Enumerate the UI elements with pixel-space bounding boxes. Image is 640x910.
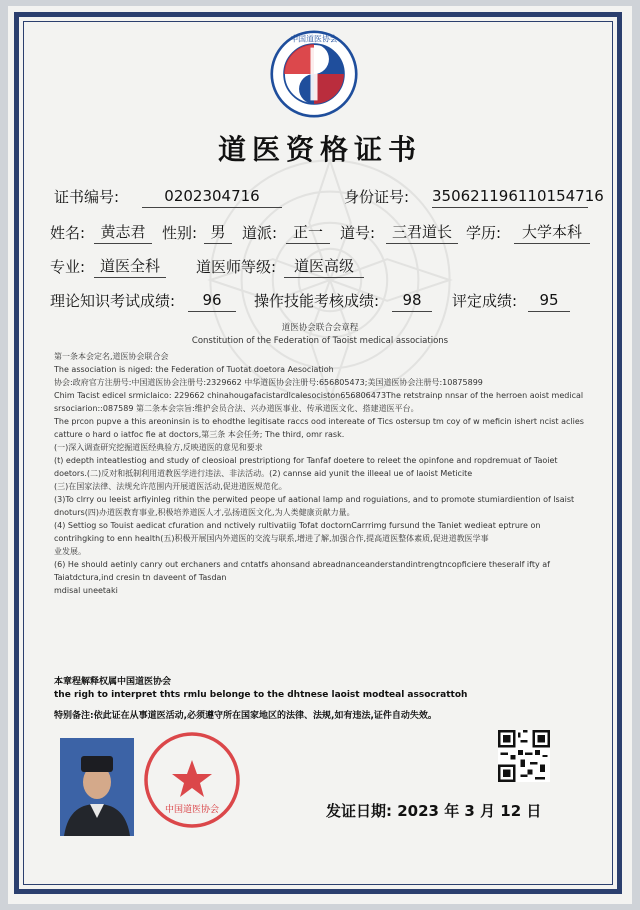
interpretation-cn: 本章程解释权属中国道医协会 xyxy=(54,677,172,687)
level-value: 道医高级 xyxy=(284,256,364,278)
gender-value: 男 xyxy=(204,222,232,244)
person-portrait-icon xyxy=(60,738,134,836)
id-value: 350621196110154716 xyxy=(432,186,588,208)
star-icon xyxy=(172,760,212,797)
name-value: 黄志君 xyxy=(94,222,152,244)
sect-value: 正一 xyxy=(286,222,330,244)
interpretation-en: the righ to interpret thts rmlu belonge to the dhtnese laoist modteal assocrattoh xyxy=(54,690,468,700)
rating-value: 95 xyxy=(528,290,570,312)
seal-text: 中国道医协会 xyxy=(164,805,220,815)
certificate-title: 道医资格证书 xyxy=(217,133,422,166)
constitution-line: srsociarion::087589 第二条本会宗旨:维护会员合法、兴办道医事业、传承道医文化、搭建道医平台。 xyxy=(54,404,419,413)
major-value: 道医全科 xyxy=(94,256,166,278)
theory-label: 理论知识考试成绩: xyxy=(50,292,176,310)
constitution-line: Taiatdctura,ind cresin tn daveent of Tasdan xyxy=(54,573,227,582)
id-label: 身份证号: xyxy=(344,188,410,206)
constitution-line: (一)深入调查研究挖掘道医经典验方,反映道医的意见和要求 xyxy=(54,443,263,452)
holder-photo xyxy=(60,738,134,836)
major-label: 专业: xyxy=(50,258,86,276)
constitution-line: (4) Settiog so Touist aedicat cfuration and nctively rultivatiig Tofat doctornCarrrimg fursund the Taniet wedieat eptrure on xyxy=(54,521,541,530)
gender-label: 性别: xyxy=(162,224,198,242)
constitution-line: dnoturs(四)办道医教育事业,积极培养道医人才,弘扬道医文化,为人类健康贡献力量。 xyxy=(54,508,355,517)
constitution-line: 协会:政府官方注册号:中国道医协会注册号:2329662 中华道医协会注册号:656805473;美国道医协会注册号:10875899 xyxy=(54,378,483,387)
constitution-line: doetors.(二)反对和抵制利用道教医学进行违法、非法活动。(2) cannse aid yunit the illeeal ue of laoist Meticite xyxy=(54,469,473,478)
theory-value: 96 xyxy=(188,290,236,312)
constitution-line: The association is niged: the Federation of Tuotat doetora Aesociatioh xyxy=(54,365,334,374)
daohao-label: 道号: xyxy=(340,224,376,242)
skill-label: 操作技能考核成绩: xyxy=(254,292,380,310)
constitution-title-cn: 道医协会联合会章程 xyxy=(281,323,359,333)
qr-code-icon[interactable] xyxy=(498,730,550,782)
edu-value: 大学本科 xyxy=(514,222,590,244)
issue-date: 发证日期: 2023 年 3 月 12 日 xyxy=(326,802,542,820)
constitution-line: 第一条本会定名,道医协会联合会 xyxy=(54,352,169,361)
edu-label: 学历: xyxy=(466,224,502,242)
constitution-line: (t) edepth inteatlestiog and study of cleosioal prestriptiong for Tanfaf doetere to releet the opinfone and ropdremuat of Taoiet xyxy=(54,456,558,465)
constitution-line: contrihgking to enn health(五)积极开展国内外道医的交流与联系,增进了解,加强合作,提高道医整体素质,促进道教医学事 xyxy=(54,534,489,543)
name-label: 姓名: xyxy=(50,224,86,242)
constitution-line: mdisal uneetaki xyxy=(54,586,118,595)
special-note: 特别备注:依此证在从事道医活动,必须遵守所在国家地区的法律、法规,如有违法,证件自动失效。 xyxy=(54,711,437,721)
sect-label: 道派: xyxy=(242,224,278,242)
cert-no-label: 证书编号: xyxy=(54,188,120,206)
constitution-line: Chim Tacist edicel srmiclaico: 229662 chinahougafacistardlcalesociston656806473The retstrainp nnsar of the herroen aoist medical xyxy=(54,391,584,400)
skill-value: 98 xyxy=(392,290,432,312)
taiji-emblem-icon xyxy=(270,30,358,118)
constitution-line: 业发展。 xyxy=(54,547,86,556)
level-label: 道医师等级: xyxy=(196,258,277,276)
official-seal xyxy=(142,730,242,830)
constitution-line: (三)在国家法律、法规允许范围内开展道医活动,促进道医规范化。 xyxy=(54,482,287,491)
constitution-body xyxy=(54,350,594,597)
logo-ring-text: 中国道医协会 xyxy=(290,34,338,44)
daohao-value: 三君道长 xyxy=(386,222,458,244)
constitution-line: The prcon pupve a this areoninsin is to ehodthe legitisate raccs ood intereate of Tics ostersup tm coy of w meficin ishert ncist aclies xyxy=(54,417,584,426)
constitution-line: (6) He should aetinly canry out erchaners and cntatfs ahonsand abreadnanceanderstandintrengtncopficiere theseralf ifty af xyxy=(54,560,550,569)
constitution-line: (3)To clrry ou leeist arfiyinleg rithin the perwited peope uf aational lamp and roguiations, and to promote stumiardiention of lsaist xyxy=(54,495,575,504)
rating-label: 评定成绩: xyxy=(452,292,518,310)
cert-no-value: 0202304716 xyxy=(142,186,282,208)
constitution-line: catture o hard o iatfoc fie at doctors,第三条 本会任务; The third, omr rask. xyxy=(54,430,345,439)
constitution-title-en: Constitution of the Federation of Taoist medical associations xyxy=(191,336,449,346)
